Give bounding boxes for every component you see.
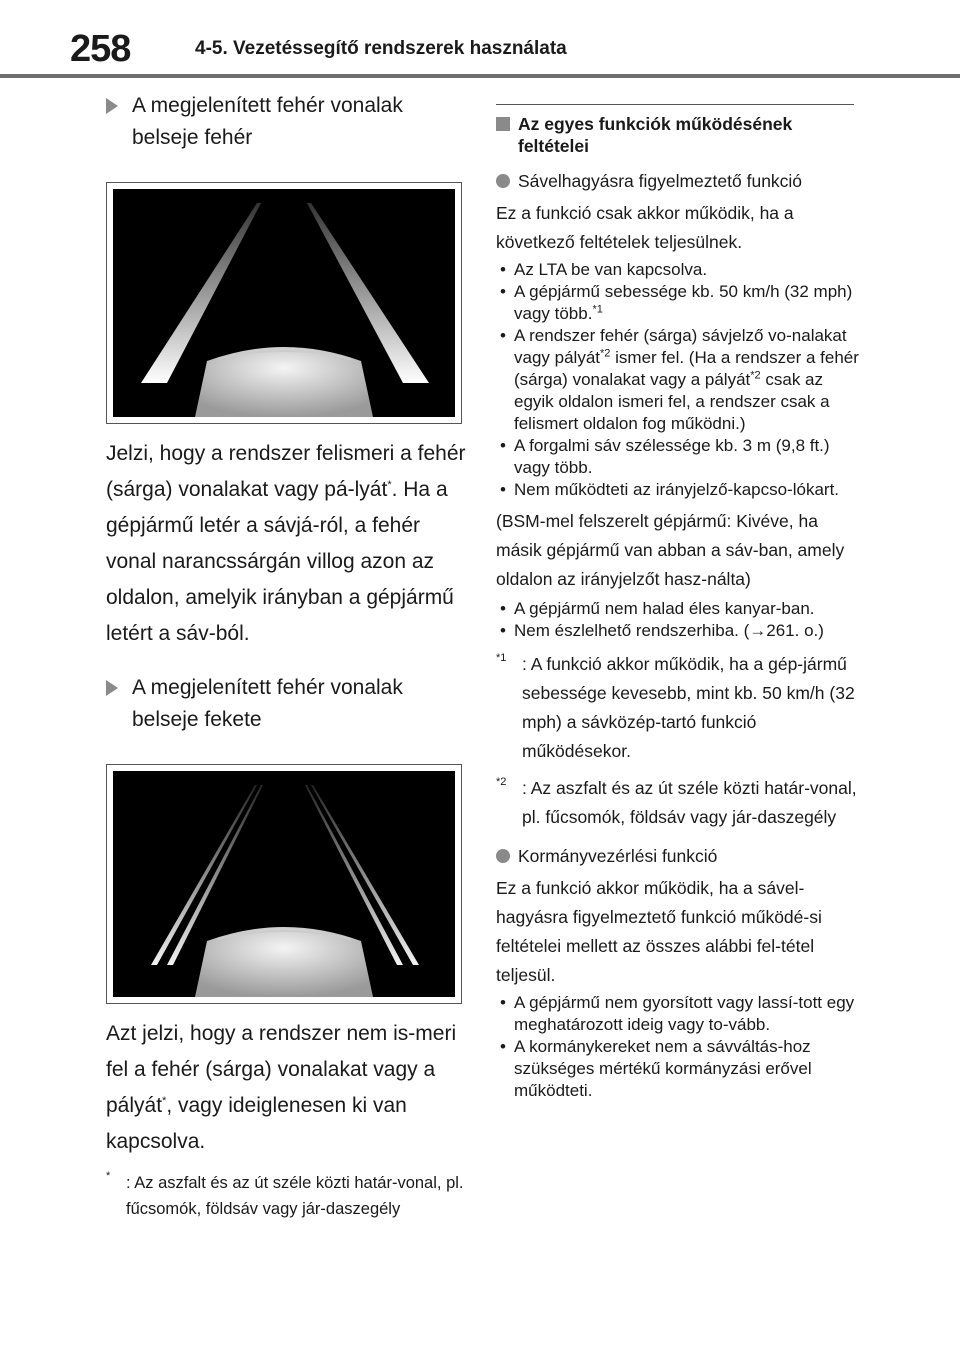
function-intro-2: Ez a funkció akkor működik, ha a sável-hagyásra figyelmeztető funkció működé-si feltételei mellett az összes alábbi fel-tétel teljesül.: [496, 878, 822, 985]
list-item: • Nem észlelhető rendszerhiba. (→261. o.): [500, 621, 824, 640]
function-heading-text: Kormányvezérlési funkció: [518, 846, 718, 866]
circle-icon: [496, 849, 510, 863]
function-heading-text: Sávelhagyásra figyelmeztető funkció: [518, 171, 803, 191]
footnote-text: : Az aszfalt és az út széle közti határ-vonal, pl. fűcsomók, földsáv vagy jár-daszegély: [522, 778, 857, 827]
page-header: [0, 0, 960, 80]
list-item: • A kormánykereket nem a sávváltás-hoz szükséges mértékű kormányzási erővel működteti.: [500, 1037, 812, 1100]
heading-text: A megjelenített fehér vonalak belseje fekete: [132, 676, 403, 731]
triangle-right-icon: [106, 680, 118, 696]
list-item: • A gépjármű nem halad éles kanyar-ban.: [500, 599, 815, 618]
list-item: • A forgalmi sáv szélessége kb. 3 m (9,8 ft.) vagy több.: [500, 436, 830, 477]
description-text-rest: . Ha a gépjármű letér a sávjá-ról, a fehér vonal narancssárgán villog azon az oldalon, amelyik irányban a gépjármű letért a sáv-ból.: [106, 478, 454, 645]
list-item: • Az LTA be van kapcsolva.: [500, 260, 708, 279]
footnote-ref: *1: [592, 303, 603, 316]
function-heading-steering: [496, 844, 860, 868]
section-rule: [496, 104, 854, 105]
condition-list-2: [496, 598, 860, 642]
bsm-note: (BSM-mel felszerelt gépjármű: Kivéve, ha másik gépjármű van abban a sáv-ban, amely oldalon az irányjelzőt hasz-nálta): [496, 511, 845, 589]
footnote-1: *1 : A funkció akkor működik, ha a gép-jármű sebessége kevesebb, mint kb. 50 km/h (32 mph) a sávközép-tartó funkció működésekor.: [496, 652, 855, 761]
page-number: 258: [70, 28, 131, 70]
list-item: • A gépjármű sebessége kb. 50 km/h (32 mph) vagy több.$^{*1}$: [500, 282, 853, 323]
function-intro: Ez a funkció csak akkor működik, ha a következő feltételek teljesülnek.: [496, 203, 794, 252]
footnote-text: : A funkció akkor működik, ha a gép-jármű sebessége kevesebb, mint kb. 50 km/h (32 mph) a sávközép-tartó funkció működésekor.: [522, 654, 855, 761]
description-white: [106, 436, 466, 652]
list-item: • A gépjármű nem gyorsított vagy lassí-tott egy meghatározott ideig vagy to-vább.: [500, 993, 855, 1034]
circle-icon: [496, 174, 510, 188]
condition-list: [496, 259, 860, 501]
heading-text: A megjelenített fehér vonalak belseje fehér: [132, 94, 403, 149]
section-title: 4-5. Vezetéssegítő rendszerek használata: [195, 38, 567, 59]
right-column: [496, 104, 860, 1102]
condition-list-3: [496, 992, 860, 1102]
footnote-2: *2 : Az aszfalt és az út széle közti határ-vonal, pl. fűcsomók, földsáv vagy jár-daszegély: [496, 776, 857, 827]
footnote-ref: *2: [750, 369, 761, 382]
description-black: [106, 1016, 466, 1160]
header-rule: [0, 74, 960, 78]
description-text: Azt jelzi, hogy a rendszer nem is-meri fel a fehér (sárga) vonalakat vagy a pályát: [106, 1022, 457, 1117]
list-item: • A rendszer fehér (sárga) sávjelző vo-nalakat vagy pályát$^{*2}$ ismer fel. (Ha a rendszer a fehér (sárga) vonalakat vagy a pályát$^{*2}$ csak az egyik oldalon ismeri fel, a rendszer csak a felismert oldalon fog működni.): [500, 326, 859, 433]
footnote-ref: *: [387, 479, 392, 491]
left-column: [106, 86, 466, 1222]
display-image-white-lines: [106, 182, 462, 424]
footnote-text: : Az aszfalt és az út széle közti határ-vonal, pl. fűcsomók, földsáv vagy jár-daszegély: [126, 1174, 464, 1218]
display-heading-white: [106, 90, 466, 154]
section-heading-text: Az egyes funkciók működésének feltételei: [518, 114, 793, 156]
lane-display-black-icon: [107, 765, 461, 1003]
display-heading-black: [106, 672, 466, 736]
lane-display-white-icon: [107, 183, 461, 423]
description-text-rest: , vagy ideiglenesen ki van kapcsolva.: [106, 1094, 407, 1153]
list-item: • Nem működteti az irányjelző-kapcso-lókart.: [500, 480, 840, 499]
function-heading-lane-departure: [496, 169, 860, 193]
footnote-ref: *2: [600, 347, 611, 360]
display-image-black-lines: [106, 764, 462, 1004]
footnote: * : Az aszfalt és az út széle közti határ-vonal, pl. fűcsomók, földsáv vagy jár-daszegély: [106, 1170, 464, 1218]
triangle-right-icon: [106, 98, 118, 114]
description-text: Jelzi, hogy a rendszer felismeri a fehér (sárga) vonalakat vagy pá-lyát: [106, 442, 466, 501]
section-heading: [496, 113, 860, 157]
footnote-ref: *: [162, 1095, 167, 1107]
square-icon: [496, 117, 510, 131]
